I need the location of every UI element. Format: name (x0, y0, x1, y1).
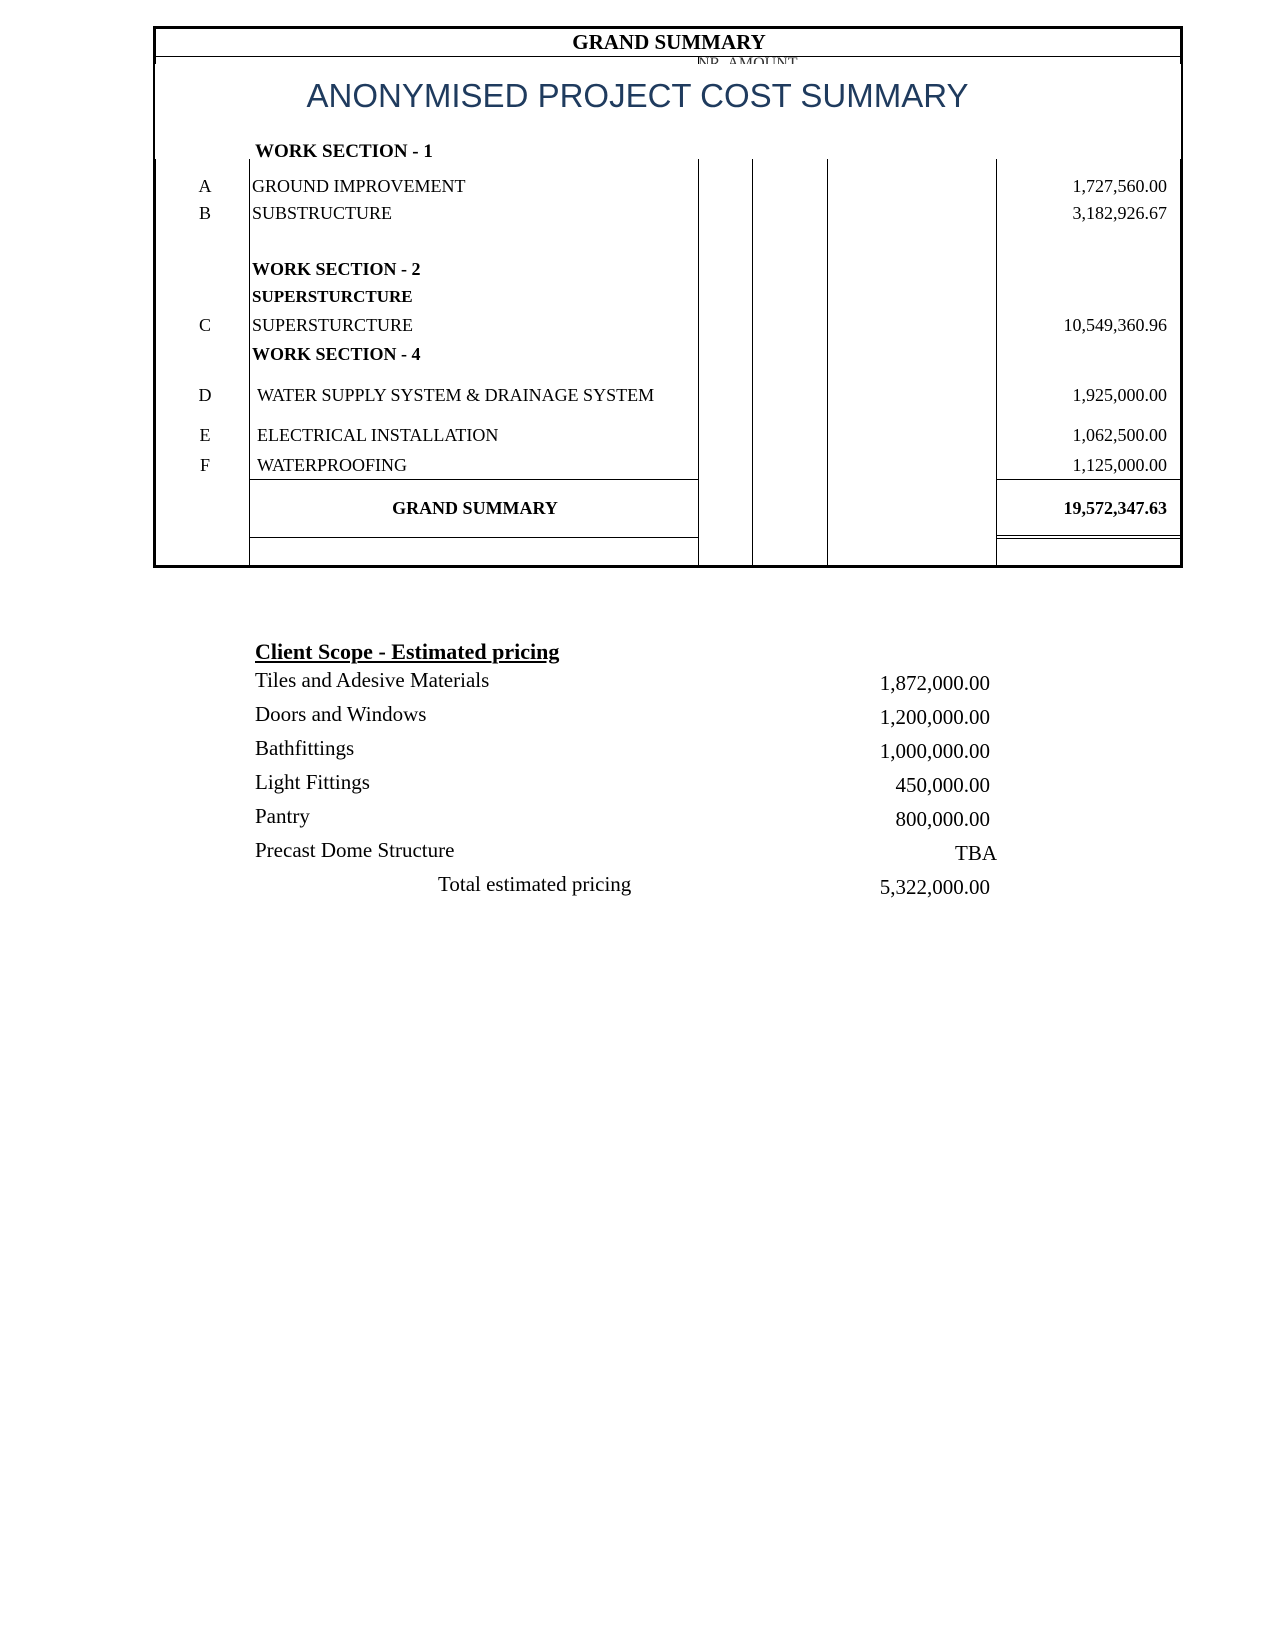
client-item-label: Precast Dome Structure (255, 838, 455, 862)
amount-total-double-rule (996, 535, 1181, 536)
row-amount: 10,549,360.96 (1063, 315, 1167, 335)
client-total-amount: 5,322,000.00 (879, 875, 990, 899)
section-subheading: SUPERSTURCTURE (252, 287, 413, 306)
row-description: ELECTRICAL INSTALLATION (257, 425, 499, 445)
client-item-label: Light Fittings (255, 770, 370, 794)
client-item-label: Pantry (255, 804, 310, 828)
table-bottom-border (153, 565, 1183, 568)
client-total-label: Total estimated pricing (438, 872, 632, 896)
row-amount: 1,062,500.00 (1072, 425, 1167, 445)
column-divider (249, 150, 250, 566)
row-amount: 1,925,000.00 (1072, 385, 1167, 405)
row-code: D (198, 385, 212, 405)
row-amount: 1,727,560.00 (1072, 176, 1167, 196)
cut-section-heading (255, 141, 475, 162)
row-code: A (198, 176, 212, 196)
row-description: WATERPROOFING (257, 455, 408, 475)
client-item-label: Doors and Windows (255, 702, 427, 726)
amount-total-top-rule (996, 479, 1181, 480)
table-title: GRAND SUMMARY (572, 30, 766, 54)
client-item-label: Bathfittings (255, 736, 355, 760)
row-description: GROUND IMPROVEMENT (252, 176, 466, 196)
row-code: F (199, 455, 210, 475)
row-description: SUPERSTURCTURE (252, 315, 414, 335)
client-item-amount: 800,000.00 (895, 807, 990, 831)
client-item-amount: 450,000.00 (895, 773, 990, 797)
column-divider (996, 150, 997, 566)
grand-summary-amount: 19,572,347.63 (1063, 498, 1167, 518)
grand-summary-label: GRAND SUMMARY (392, 498, 558, 518)
row-code: E (199, 425, 211, 445)
section-heading: WORK SECTION - 2 (252, 259, 421, 279)
cut-section-text: WORK SECTION - 1 (255, 141, 433, 162)
client-item-amount: 1,200,000.00 (879, 705, 990, 729)
row-code: B (198, 203, 211, 223)
row-description: SUBSTRUCTURE (252, 203, 393, 223)
client-item-amount: 1,000,000.00 (879, 739, 990, 763)
amount-total-double-rule (996, 538, 1181, 539)
row-description: WATER SUPPLY SYSTEM & DRAINAGE SYSTEM (257, 385, 655, 405)
client-item-amount: TBA (955, 841, 997, 865)
column-divider (752, 150, 753, 566)
client-item-amount: 1,872,000.00 (879, 671, 990, 695)
grand-summary-top-rule (249, 479, 699, 480)
row-amount: 3,182,926.67 (1072, 203, 1167, 223)
table-header-rule (155, 56, 1181, 57)
client-scope-title: Client Scope - Estimated pricing (255, 639, 560, 664)
section-heading: WORK SECTION - 4 (252, 344, 421, 364)
row-code: C (198, 315, 211, 335)
client-item-label: Tiles and Adesive Materials (255, 668, 490, 692)
column-divider (827, 150, 828, 566)
grand-summary-bottom-rule (249, 537, 699, 538)
row-amount: 1,125,000.00 (1072, 455, 1167, 475)
cut-column-header (698, 56, 848, 62)
banner-title: ANONYMISED PROJECT COST SUMMARY (306, 77, 969, 114)
